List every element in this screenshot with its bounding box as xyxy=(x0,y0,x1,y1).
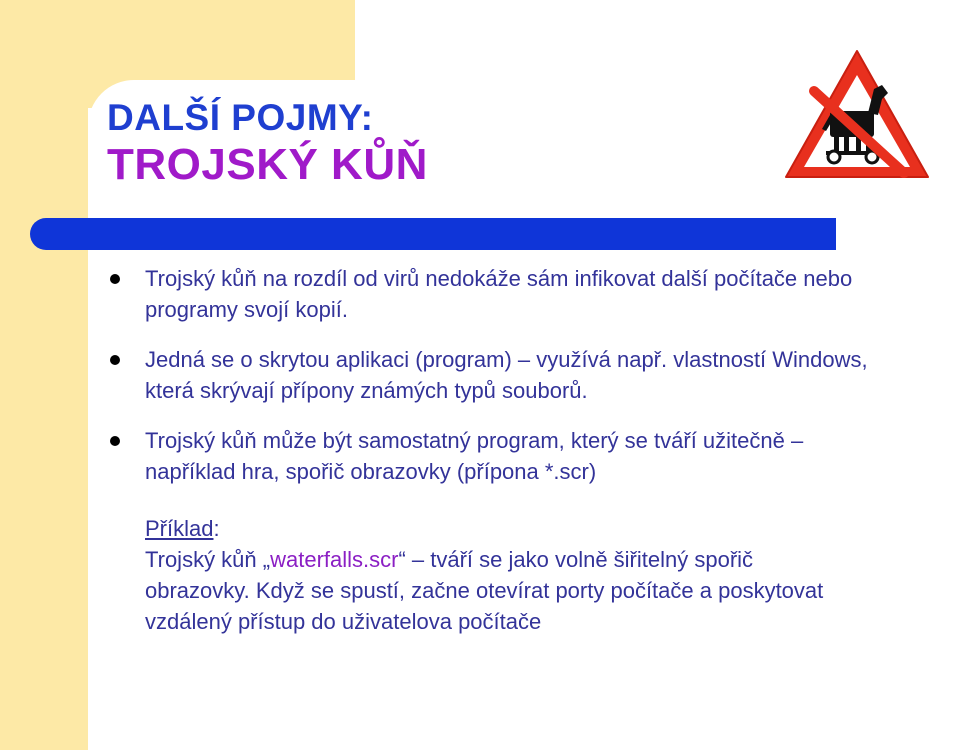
slide-title-line2: TROJSKÝ KŮŇ xyxy=(107,140,428,189)
example-line-1 xyxy=(145,544,945,575)
bullet-text-line: Jedná se o skrytou aplikaci (program) – využívá např. vlastností Windows, xyxy=(145,347,868,372)
waterfalls-link: waterfalls.scr xyxy=(270,547,399,572)
example-label: Příklad xyxy=(145,516,214,541)
example-heading xyxy=(145,513,945,544)
background-yellow-strip xyxy=(0,0,88,750)
bullet-text-1 xyxy=(145,263,945,325)
bullet-dot xyxy=(110,355,120,365)
no-trojan-horse-sign-icon xyxy=(782,45,932,185)
bullet-text-line: Trojský kůň na rozdíl od virů nedokáže sám infikovat další počítače nebo xyxy=(145,266,853,291)
example-line-2: obrazovky. Když se spustí, začne otevírat porty počítače a poskytovat xyxy=(145,578,824,603)
bullet-dot xyxy=(110,274,120,284)
bullet-text-2 xyxy=(145,344,945,406)
example-colon: : xyxy=(213,516,220,541)
example-text: “ – tváří se jako volně šiřitelný spořič xyxy=(398,547,754,572)
bullet-text-line: která skrývají přípony známých typů souborů. xyxy=(145,378,588,403)
example-line-3: vzdálený přístup do uživatelova počítače xyxy=(145,609,542,634)
bullet-text-3 xyxy=(145,425,945,487)
bullet-text-line: Trojský kůň může být samostatný program, který se tváří užitečně – xyxy=(145,428,804,453)
accent-bar xyxy=(30,218,836,250)
bullet-dot xyxy=(110,436,120,446)
example-block xyxy=(145,513,945,637)
example-text: Trojský kůň „ xyxy=(145,547,271,572)
bullet-text-line: například hra, spořič obrazovky (přípona *.scr) xyxy=(145,459,597,484)
slide-title-line1: DALŠÍ POJMY: xyxy=(107,97,374,138)
bullet-text-line: programy svojí kopií. xyxy=(145,297,348,322)
